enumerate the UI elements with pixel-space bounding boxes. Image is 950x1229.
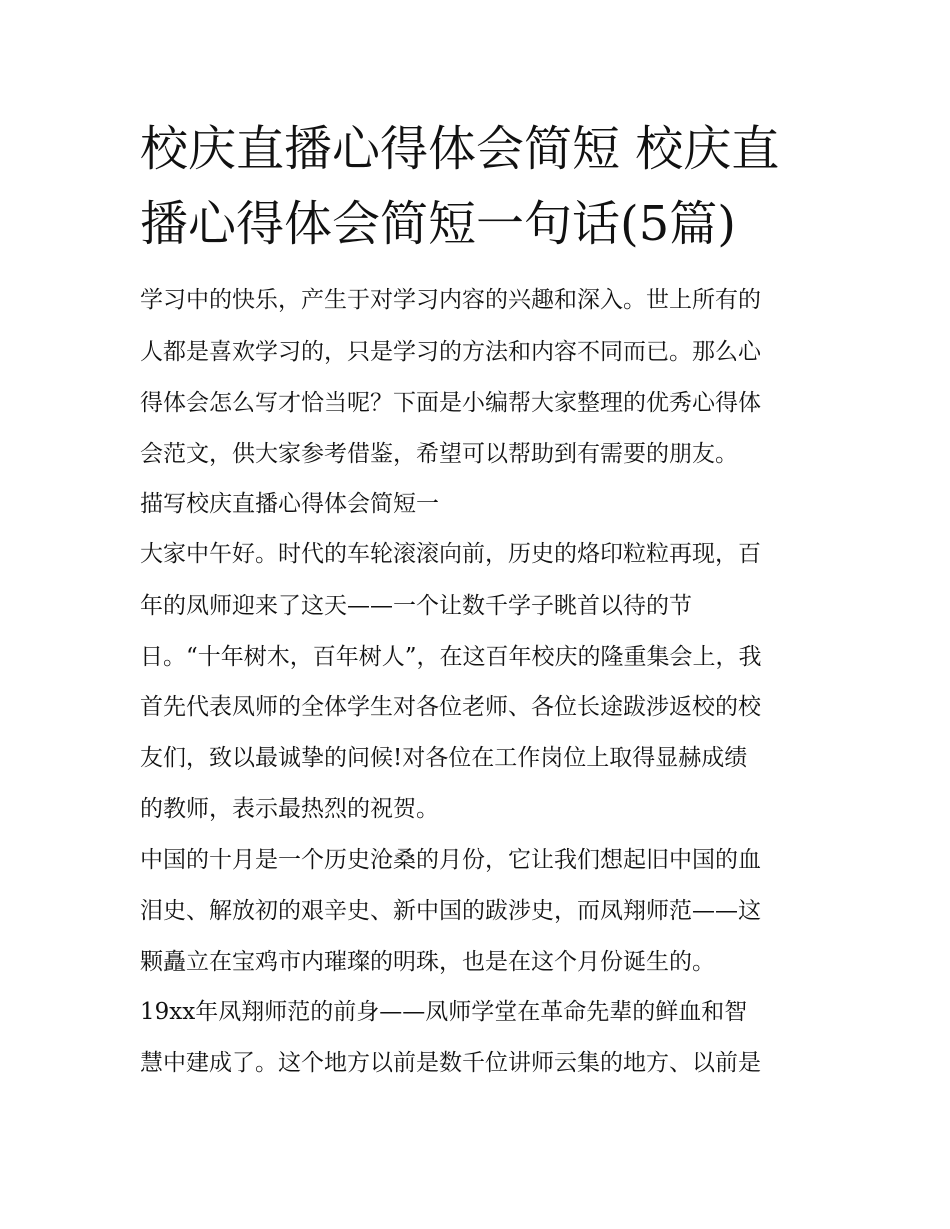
body-text-line: 年的凤师迎来了这天——一个让数千学子眺首以待的节 [140, 593, 692, 619]
body-text-line: 泪史、解放初的艰辛史、新中国的跋涉史，而凤翔师范——这 [140, 898, 761, 924]
body-text-line: 会范文，供大家参考借鉴，希望可以帮助到有需要的朋友。 [140, 441, 738, 467]
body-text-line: 友们，致以最诚挚的问候!对各位在工作岗位上取得显赫成绩 [140, 745, 748, 771]
section-heading: 描写校庆直播心得体会简短一 [140, 491, 439, 517]
body-text-line: 学习中的快乐，产生于对学习内容的兴趣和深入。世上所有的 [140, 287, 761, 313]
body-text-line: 人都是喜欢学习的，只是学习的方法和内容不同而已。那么心 [140, 339, 761, 365]
document-title-line-1: 校庆直播心得体会简短 校庆直 [140, 121, 780, 177]
document-title-line-2: 播心得体会简短一句话(5篇) [140, 196, 736, 252]
body-text-line: 慧中建成了。这个地方以前是数千位讲师云集的地方、以前是 [140, 1050, 761, 1076]
body-text-line: 大家中午好。时代的车轮滚滚向前，历史的烙印粒粒再现，百 [140, 541, 761, 567]
body-text-line: 的教师，表示最热烈的祝贺。 [140, 796, 439, 822]
body-text-line: 19xx年凤翔师范的前身——凤师学堂在革命先辈的鲜血和智 [140, 999, 748, 1025]
body-text-line: 中国的十月是一个历史沧桑的月份，它让我们想起旧中国的血 [140, 847, 761, 873]
body-text-line: 日。“十年树木，百年树人”，在这百年校庆的隆重集会上，我 [140, 644, 762, 670]
body-text-line: 颗矗立在宝鸡市内璀璨的明珠，也是在这个月份诞生的。 [140, 949, 715, 975]
body-text-line: 得体会怎么写才恰当呢？下面是小编帮大家整理的优秀心得体 [140, 390, 761, 416]
body-text-line: 首先代表凤师的全体学生对各位老师、各位长途跋涉返校的校 [140, 694, 761, 720]
